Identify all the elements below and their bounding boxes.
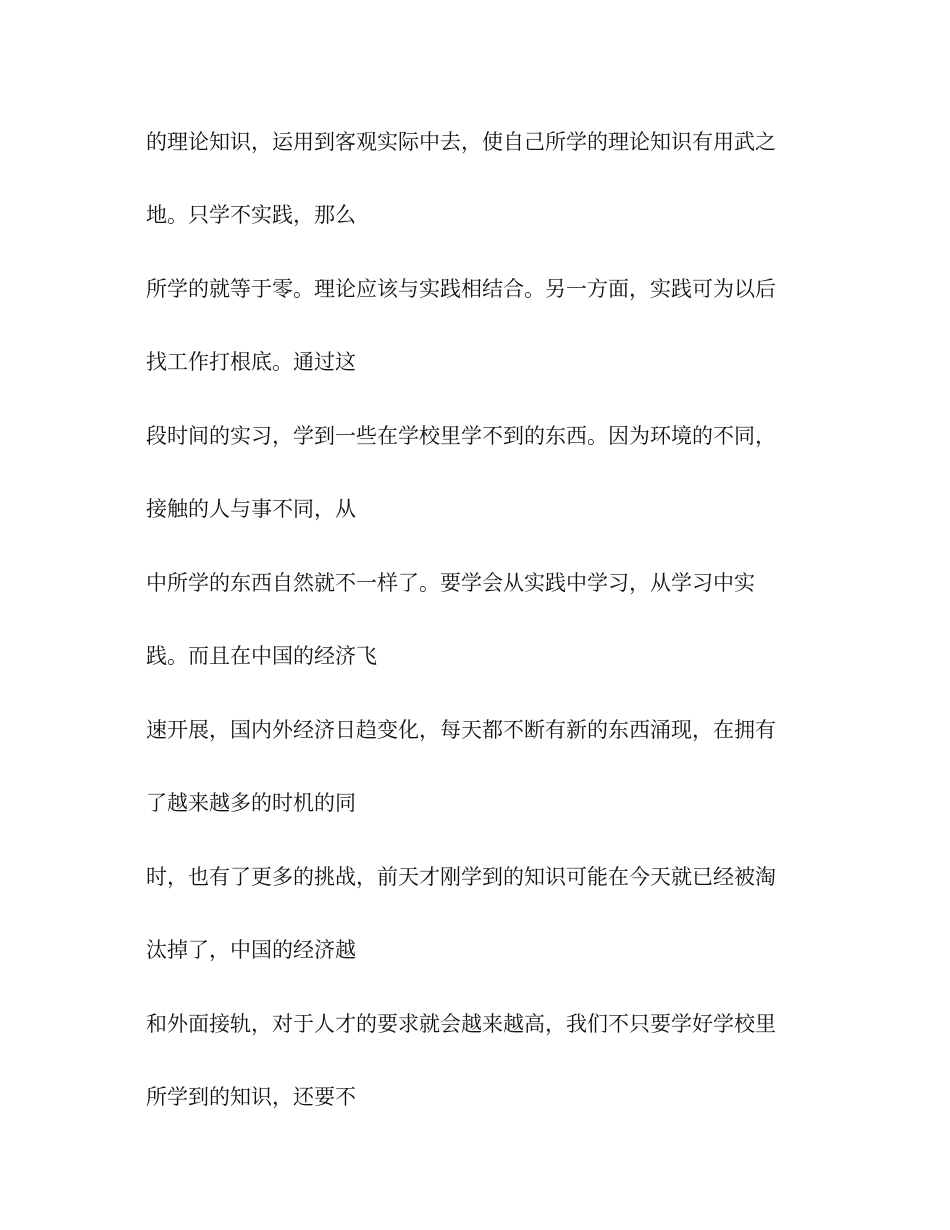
text-line: 汰掉了，中国的经济越: [146, 938, 356, 962]
text-line: 了越来越多的时机的同: [146, 791, 356, 815]
text-line: 时，也有了更多的挑战，前天才刚学到的知识可能在今天就已经被淘: [146, 865, 776, 889]
text-line: 践。而且在中国的经济飞: [146, 644, 377, 668]
text-line: 的理论知识，运用到客观实际中去，使自己所学的理论知识有用武之: [146, 130, 776, 154]
text-line: 和外面接轨，对于人才的要求就会越来越高，我们不只要学好学校里: [146, 1012, 776, 1036]
text-line: 段时间的实习，学到一些在学校里学不到的东西。因为环境的不同，: [146, 424, 776, 448]
text-line: 地。只学不实践，那么: [146, 203, 356, 227]
text-line: 找工作打根底。通过这: [146, 350, 356, 374]
text-line: 速开展，国内外经济日趋变化，每天都不断有新的东西涌现，在拥有: [146, 718, 776, 742]
text-line: 所学到的知识，还要不: [146, 1085, 356, 1109]
text-line: 接触的人与事不同，从: [146, 497, 356, 521]
text-line: 所学的就等于零。理论应该与实践相结合。另一方面，实践可为以后: [146, 277, 776, 301]
text-line: 中所学的东西自然就不一样了。要学会从实践中学习，从学习中实: [146, 571, 755, 595]
